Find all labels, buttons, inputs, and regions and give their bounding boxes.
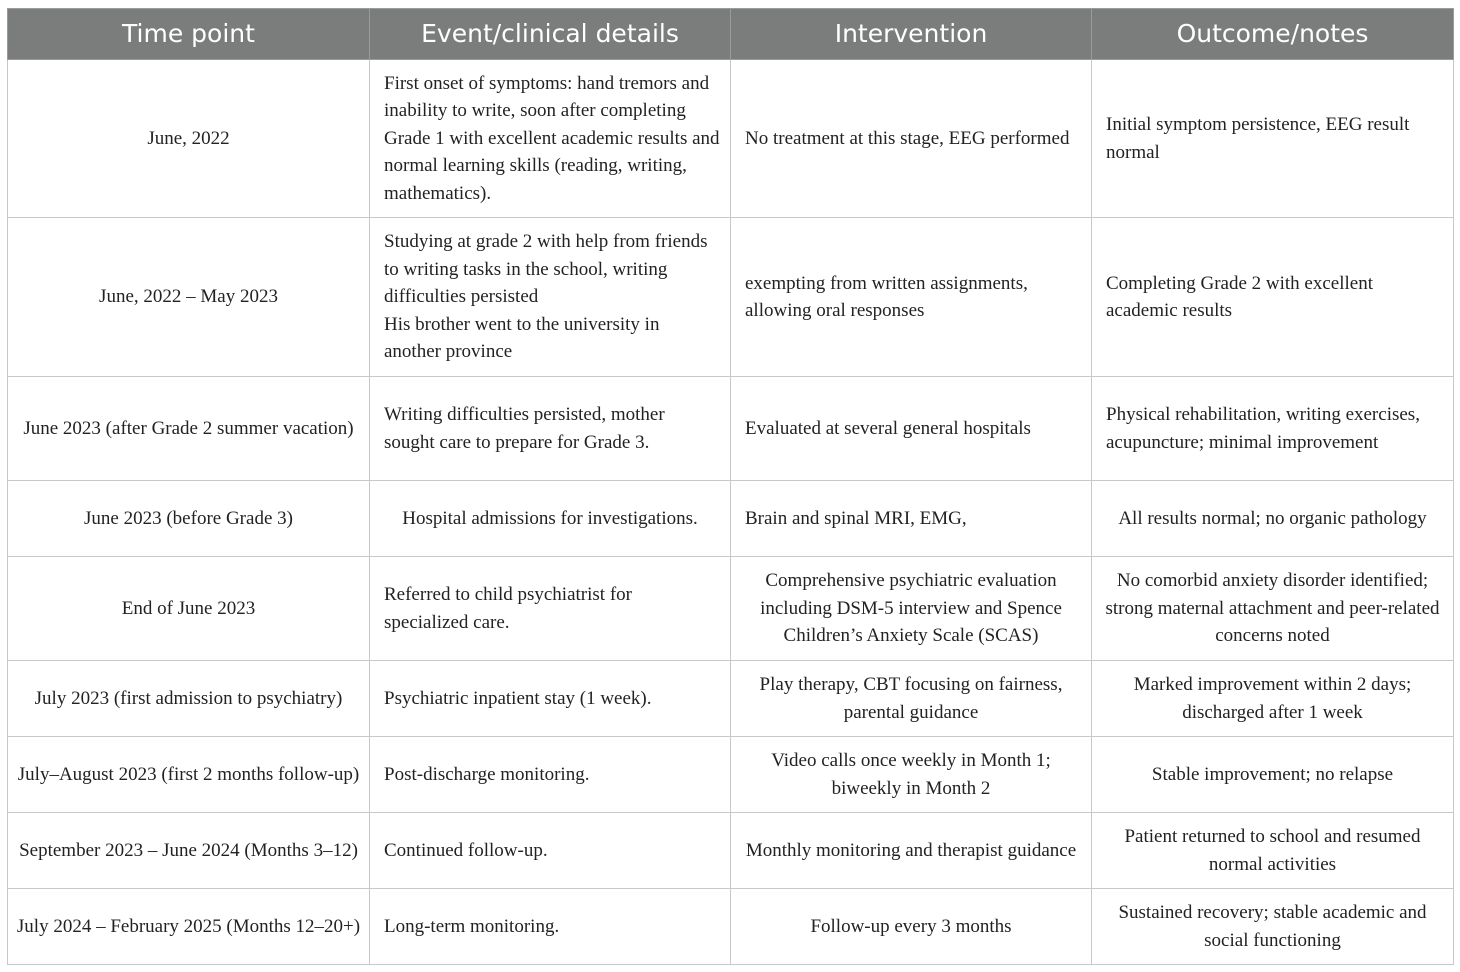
outcome-cell: Marked improvement within 2 days; discharged after 1 week <box>1092 661 1454 737</box>
intervention-cell: Play therapy, CBT focusing on fairness, parental guidance <box>731 661 1092 737</box>
intervention-cell: exempting from written assignments, allowing oral responses <box>731 218 1092 377</box>
outcome-cell: Initial symptom persistence, EEG result normal <box>1092 60 1454 218</box>
outcome-cell: No comorbid anxiety disorder identified; strong maternal attachment and peer-related concerns noted <box>1092 557 1454 661</box>
time-point-cell: September 2023 – June 2024 (Months 3–12) <box>8 813 370 889</box>
table-row <box>8 889 1454 965</box>
time-point-cell: July 2023 (first admission to psychiatry) <box>8 661 370 737</box>
time-point-cell: June 2023 (after Grade 2 summer vacation) <box>8 377 370 481</box>
event-cell: Writing difficulties persisted, mother sought care to prepare for Grade 3. <box>370 377 731 481</box>
event-cell: First onset of symptoms: hand tremors and inability to write, soon after completing Grade 1 with excellent academic results and normal learning skills (reading, writing, mathematics). <box>370 60 731 218</box>
table-row <box>8 813 1454 889</box>
table-body <box>8 60 1454 965</box>
outcome-cell: Physical rehabilitation, writing exercises, acupuncture; minimal improvement <box>1092 377 1454 481</box>
outcome-cell: Sustained recovery; stable academic and social functioning <box>1092 889 1454 965</box>
intervention-cell: Brain and spinal MRI, EMG, <box>731 481 1092 557</box>
table-row <box>8 377 1454 481</box>
intervention-cell: Evaluated at several general hospitals <box>731 377 1092 481</box>
header-intervention: Intervention <box>731 9 1092 60</box>
outcome-cell: All results normal; no organic pathology <box>1092 481 1454 557</box>
event-cell: Referred to child psychiatrist for specialized care. <box>370 557 731 661</box>
table-row <box>8 60 1454 218</box>
intervention-cell: Monthly monitoring and therapist guidance <box>731 813 1092 889</box>
table-row <box>8 557 1454 661</box>
intervention-cell: Comprehensive psychiatric evaluation including DSM-5 interview and Spence Children’s Anxiety Scale (SCAS) <box>731 557 1092 661</box>
header-outcome-notes: Outcome/notes <box>1092 9 1454 60</box>
time-point-cell: June 2023 (before Grade 3) <box>8 481 370 557</box>
header-event-details: Event/clinical details <box>370 9 731 60</box>
event-cell: Studying at grade 2 with help from friends to writing tasks in the school, writing difficulties persisted His brother went to the university in another province <box>370 218 731 377</box>
table-row <box>8 481 1454 557</box>
event-cell: Hospital admissions for investigations. <box>370 481 731 557</box>
event-cell: Long-term monitoring. <box>370 889 731 965</box>
table-row <box>8 218 1454 377</box>
outcome-cell: Stable improvement; no relapse <box>1092 737 1454 813</box>
time-point-cell: June, 2022 <box>8 60 370 218</box>
time-point-cell: June, 2022 – May 2023 <box>8 218 370 377</box>
outcome-cell: Patient returned to school and resumed normal activities <box>1092 813 1454 889</box>
intervention-cell: Follow-up every 3 months <box>731 889 1092 965</box>
intervention-cell: Video calls once weekly in Month 1; biweekly in Month 2 <box>731 737 1092 813</box>
header-time-point: Time point <box>8 9 370 60</box>
time-point-cell: July–August 2023 (first 2 months follow-up) <box>8 737 370 813</box>
intervention-cell: No treatment at this stage, EEG performed <box>731 60 1092 218</box>
table-row <box>8 661 1454 737</box>
time-point-cell: End of June 2023 <box>8 557 370 661</box>
table-row <box>8 737 1454 813</box>
time-point-cell: July 2024 – February 2025 (Months 12–20+) <box>8 889 370 965</box>
event-cell: Continued follow-up. <box>370 813 731 889</box>
outcome-cell: Completing Grade 2 with excellent academic results <box>1092 218 1454 377</box>
event-cell: Psychiatric inpatient stay (1 week). <box>370 661 731 737</box>
header-row <box>8 9 1454 60</box>
timeline-table <box>7 8 1454 965</box>
table-header <box>8 9 1454 60</box>
event-cell: Post-discharge monitoring. <box>370 737 731 813</box>
